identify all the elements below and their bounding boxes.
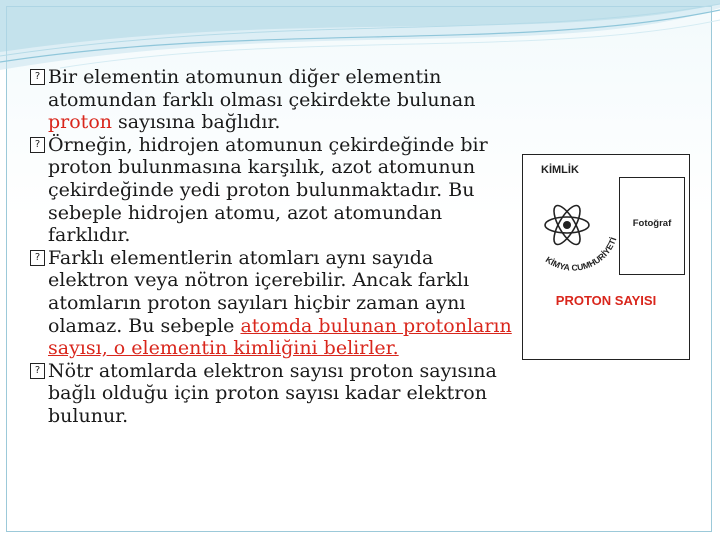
paragraph-text: Nötr atomlarda elektron sayısı proton sayısına bağlı olduğu için proton sayısı kadar elektron bulunur. (48, 359, 497, 427)
paragraph-text: Bir elementin atomunun diğer elementin atomundan farklı olması çekirdekte bulunan (48, 66, 476, 111)
paragraph-text: Farklı elementlerin atomları aynı sayıda elektron veya nötron içerebilir. Ancak farklı atomların proton sayıları hiçbir zaman aynı olamaz. Bu sebeple (48, 246, 470, 337)
identity-card (522, 154, 690, 360)
photo-box (619, 177, 685, 275)
highlighted-text: proton (48, 111, 112, 134)
bullet-paragraph (30, 66, 515, 134)
paragraph-text: Örneğin, hidrojen atomunun çekirdeğinde bir proton bulunmasına karşılık, azot atomunun çekirdeğinde yedi proton bulunmaktadır. Bu sebeple hidrojen atomu, azot atomundan farklıdır. (48, 133, 488, 247)
highlighted-text: atomda bulunan protonların sayısı, o elementin kimliğini belirler. (48, 314, 512, 360)
text-content (30, 66, 515, 428)
paragraph-text: sayısına bağlıdır. (112, 111, 281, 134)
bullet-box-icon: ? (30, 250, 45, 266)
card-title: KİMLİK (541, 164, 579, 176)
photo-label: Fotoğraf (632, 218, 672, 229)
card-arc-text: KİMYA CUMHURİYETİ (543, 236, 619, 273)
bullet-box-icon: ? (30, 363, 45, 379)
bullet-paragraph (30, 247, 515, 360)
bullet-paragraph (30, 360, 515, 428)
atom-icon (531, 181, 623, 273)
proton-number-label: PROTON SAYISI (555, 293, 657, 308)
bullet-paragraph (30, 134, 515, 247)
bullet-box-icon: ? (30, 137, 45, 153)
bullet-box-icon: ? (30, 69, 45, 85)
atom-nucleus (563, 221, 571, 229)
